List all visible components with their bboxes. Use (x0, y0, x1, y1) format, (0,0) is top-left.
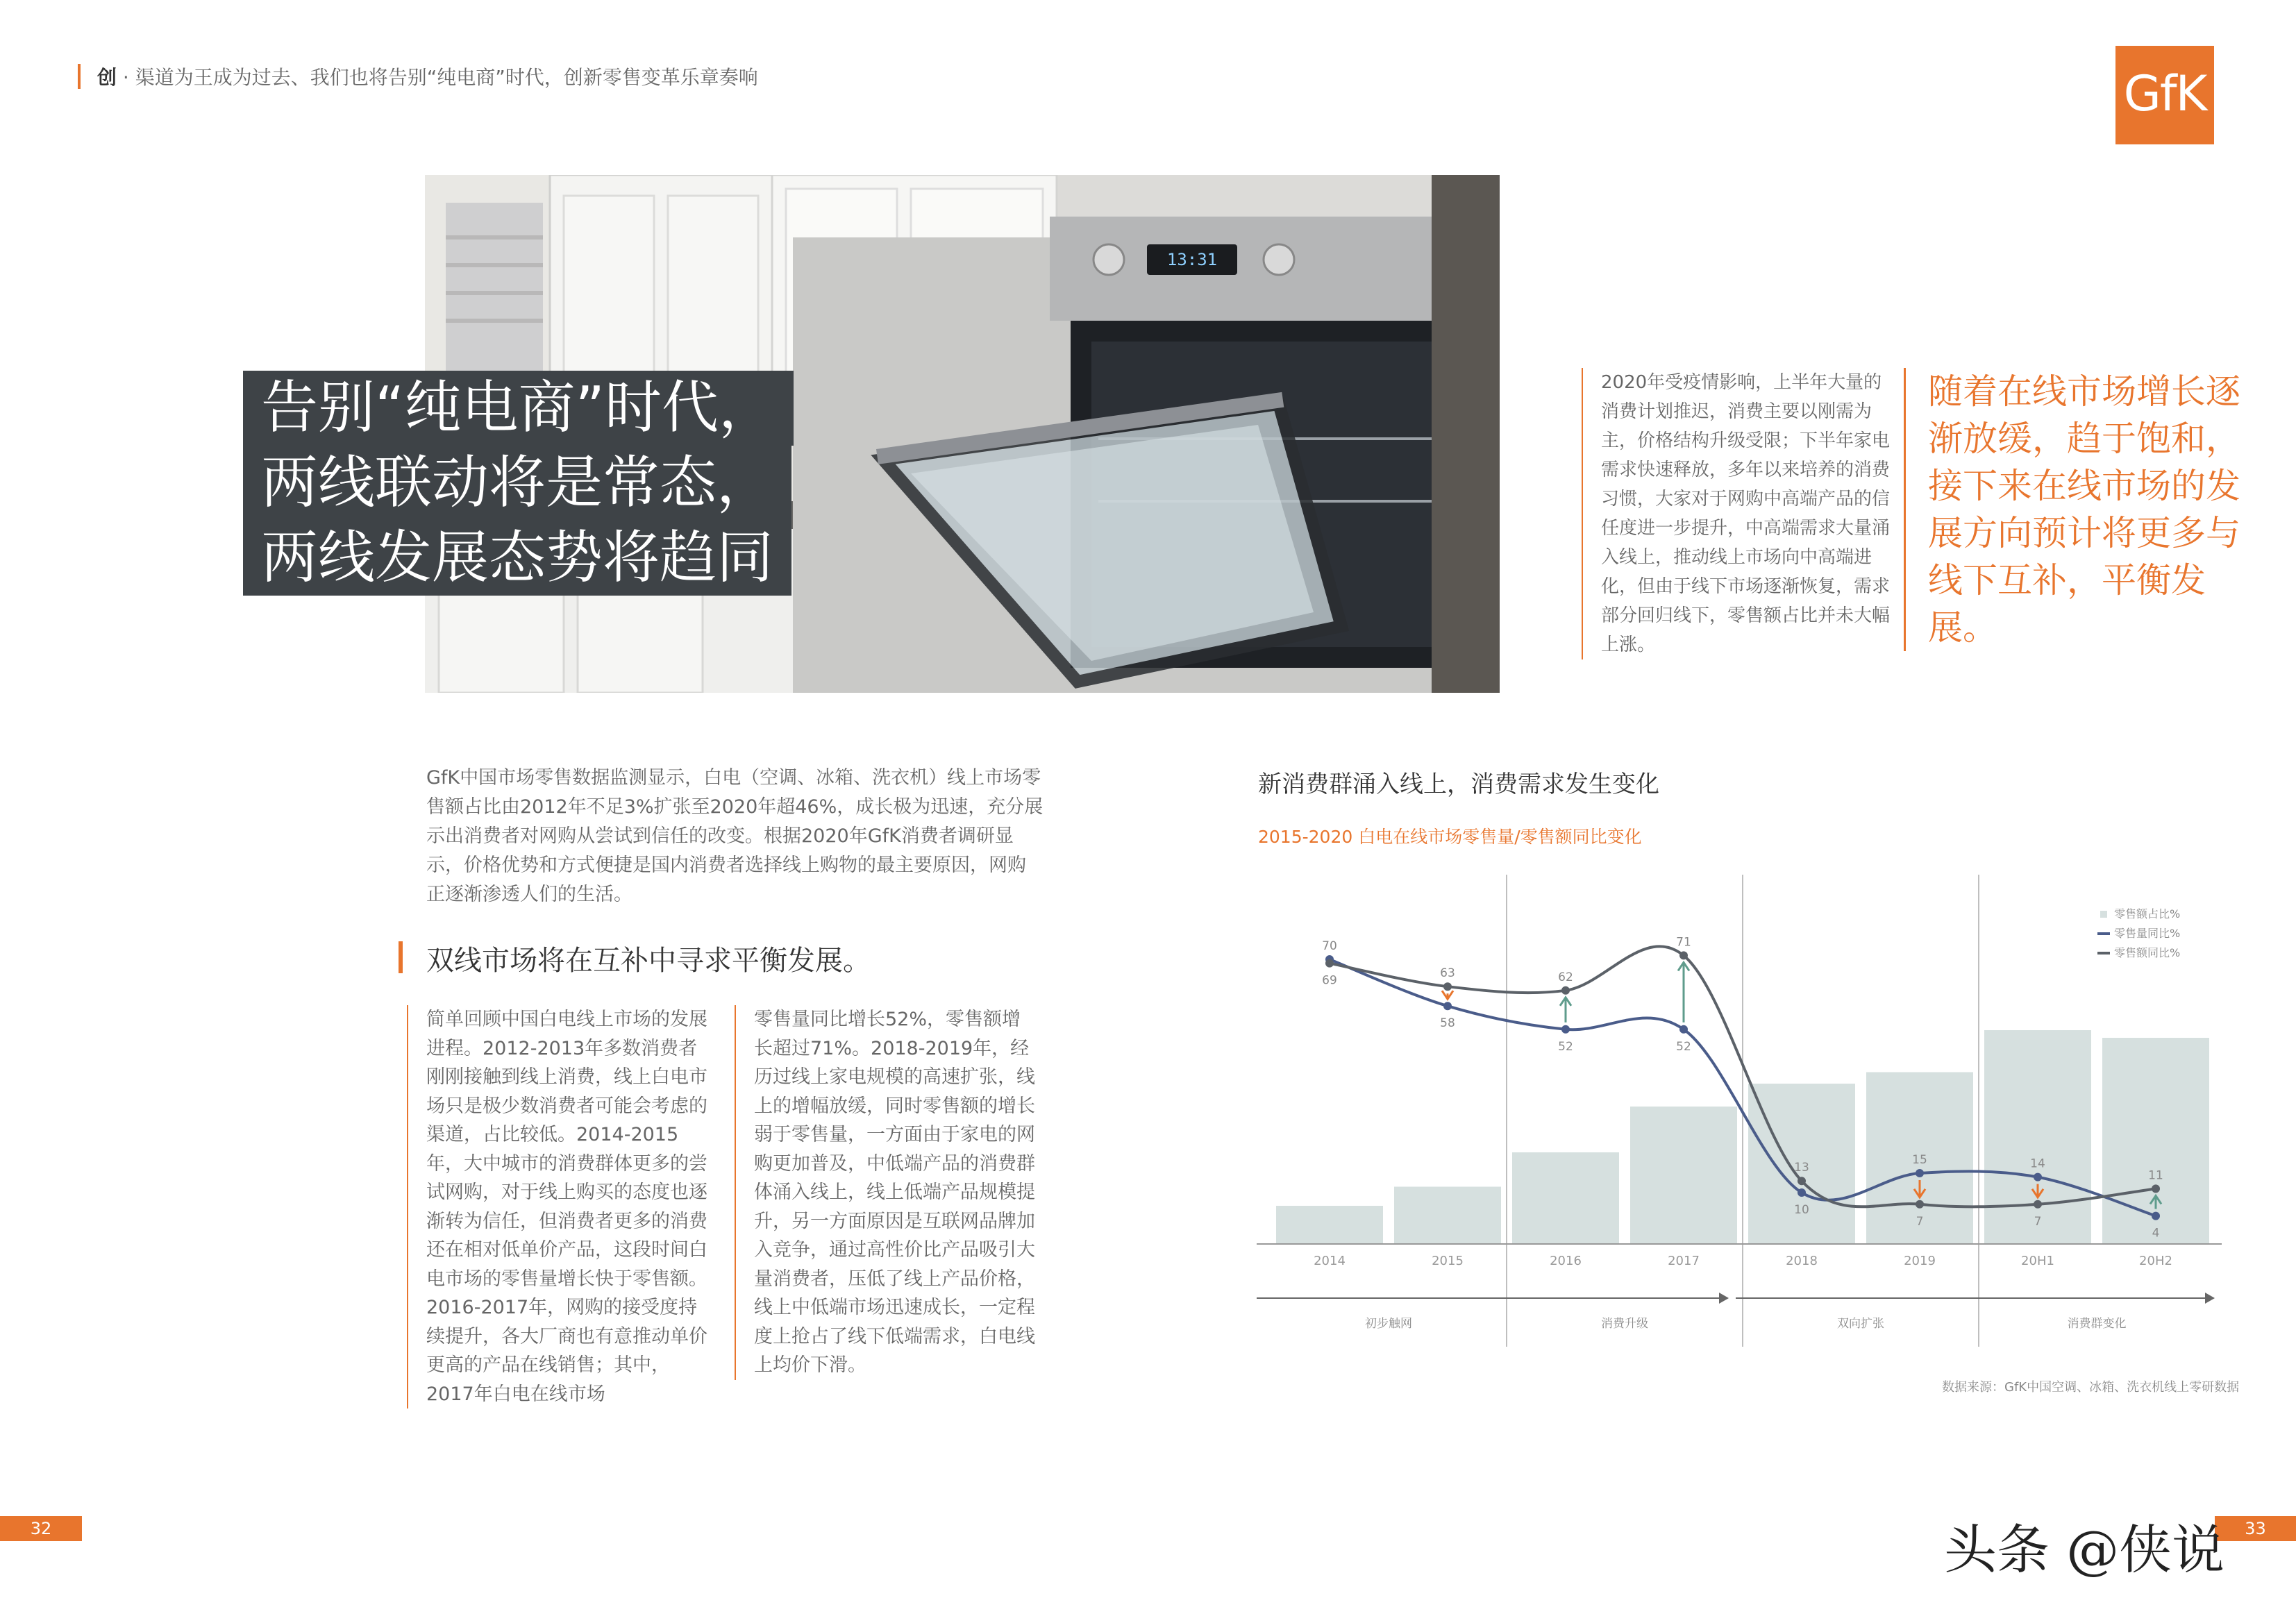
point-label: 52 (1676, 1039, 1691, 1054)
point-label: 63 (1440, 966, 1455, 981)
gfk-logo (2115, 46, 2214, 144)
legend-label-line: 零售额同比% (2114, 946, 2181, 959)
series-point (1679, 1025, 1688, 1034)
series-point (1916, 1169, 1924, 1177)
legend-label-line: 零售量同比% (2114, 927, 2181, 940)
point-label: 7 (2034, 1214, 2042, 1229)
overlay-title-line-3: 两线发展态势将趋同 (243, 521, 791, 596)
point-label: 15 (1912, 1153, 1927, 1167)
series-point (1443, 982, 1452, 991)
header-breadcrumb (97, 62, 758, 90)
bar-2015 (1394, 1187, 1501, 1245)
subhead-accent-bar (399, 941, 403, 973)
point-label: 4 (2152, 1226, 2160, 1241)
phase-label: 初步触网 (1365, 1317, 1412, 1331)
header-accent-bar (78, 64, 81, 89)
bar-2017 (1630, 1107, 1737, 1244)
data-source: 数据来源：GfK中国空调、冰箱、洗衣机线上零研数据 (1942, 1380, 2240, 1395)
point-label: 13 (1794, 1161, 1809, 1175)
bar-2014 (1276, 1206, 1383, 1244)
point-label: 71 (1676, 935, 1691, 950)
point-label: 7 (1916, 1214, 1924, 1229)
x-tick-label: 2018 (1786, 1254, 1818, 1268)
series-point (2152, 1212, 2160, 1220)
pull-quote: 随着在线市场增长逐渐放缓，趋于饱和，接下来在线市场的发展方向预计将更多与线下互补，平衡发展。 (1904, 368, 2254, 651)
watermark: 头条 @侠说 (1944, 1519, 2225, 1581)
bar-2016 (1512, 1152, 1619, 1244)
section-subhead: 双线市场将在互补中寻求平衡发展。 (426, 945, 871, 977)
series-point (2034, 1173, 2042, 1181)
point-label: 70 (1322, 939, 1337, 953)
x-tick-label: 2014 (1314, 1254, 1346, 1268)
overlay-title-line-2: 两线联动将是常态， (243, 446, 791, 521)
series-point (1798, 1188, 1806, 1197)
phase-label: 消费群变化 (2067, 1317, 2127, 1331)
series-point (1798, 1177, 1806, 1185)
oven-display-text: 13:31 (1166, 250, 1218, 269)
gfk-logo-text: GfK (2123, 65, 2206, 122)
page-number-right: 33 (2215, 1516, 2296, 1541)
series-point (1443, 1002, 1452, 1010)
x-tick-label: 20H2 (2139, 1254, 2172, 1268)
x-tick-label: 2016 (1550, 1254, 1582, 1268)
phase-arrow-head (2205, 1293, 2215, 1304)
page-number-left: 32 (0, 1516, 82, 1541)
phase-arrow-head (1719, 1293, 1729, 1304)
header-lead: 创 (97, 66, 117, 89)
overlay-title-line-1: 告别“纯电商”时代， (243, 371, 794, 446)
side-paragraph: 2020年受疫情影响，上半年大量的消费计划推迟，消费主要以刚需为主，价格结构升级受限；下半年家电需求快速释放，多年以来培养的消费习惯，大家对于网购中高端产品的信任度进一步提升，中高端需求大量涌入线上，推动线上市场向中高端进化，但由于线下市场逐渐恢复，需求部分回归线下，零售额占比并未大幅上涨。 (1582, 368, 1900, 659)
series-point (1561, 1025, 1570, 1034)
point-label: 52 (1558, 1039, 1573, 1054)
x-tick-label: 2017 (1668, 1254, 1700, 1268)
bar-20H1 (1984, 1030, 2091, 1244)
legend-label-bars: 零售额占比% (2114, 907, 2181, 920)
point-label: 69 (1322, 973, 1337, 988)
header-separator: · (122, 66, 129, 89)
x-tick-label: 20H1 (2021, 1254, 2054, 1268)
series-point (1679, 951, 1688, 959)
point-label: 14 (2030, 1157, 2045, 1171)
header-title: 渠道为王成为过去、我们也将告别“纯电商”时代，创新零售变革乐章奏响 (135, 66, 758, 89)
body-column-2: 零售量同比增长52%，零售额增长超过71%。2018-2019年，经历过线上家电规模的高速扩张，线上的增幅放缓，同时零售额的增长弱于零售量，一方面由于家电的网购更加普及，中低端产品的消费群体涌入线上，线上低端产品规模提升，另一方面原因是互联网品牌加入竞争，通过高性价比产品吸引大量消费者，压低了线上产品价格，线上中低端市场迅速成长，一定程度上抢占了线下低端需求，白电线上均价下滑。 (735, 1005, 1036, 1380)
point-label: 10 (1794, 1203, 1809, 1217)
phase-label: 双向扩张 (1837, 1317, 1884, 1331)
phase-label: 消费升级 (1601, 1317, 1648, 1331)
series-point (1561, 986, 1570, 995)
body-column-1: 简单回顾中国白电线上市场的发展进程。2012-2013年多数消费者刚刚接触到线上消费，线上白电市场只是极少数消费者可能会考虑的渠道，占比较低。2014-2015年，大中城市的消费群体更多的尝试网购，对于线上购买的态度也逐渐转为信任，但消费者更多的消费还在相对低单价产品，这段时间白电市场的零售量增长快于零售额。2016-2017年，网购的接受度持续提升，各大厂商也有意推动单价更高的产品在线销售；其中，2017年白电在线市场 (407, 1005, 708, 1408)
point-label: 62 (1558, 970, 1573, 984)
legend-swatch-bars (2100, 911, 2107, 918)
series-point (2152, 1184, 2160, 1193)
x-tick-label: 2015 (1432, 1254, 1464, 1268)
chart-subtitle: 2015-2020 白电在线市场零售量/零售额同比变化 (1258, 827, 1642, 847)
series-point (2034, 1200, 2042, 1209)
point-label: 11 (2148, 1168, 2163, 1183)
chart-title: 新消费群涌入线上，消费需求发生变化 (1258, 771, 1659, 798)
x-tick-label: 2019 (1904, 1254, 1936, 1268)
intro-paragraph: GfK中国市场零售数据监测显示，白电（空调、冰箱、洗衣机）线上市场零售额占比由2012年不足3%扩张至2020年超46%，成长极为迅速，充分展示出消费者对网购从尝试到信任的改变。根据2020年GfK消费者调研显示，价格优势和方式便捷是国内消费者选择线上购物的最主要原因，网购正逐渐渗透人们的生活。 (426, 767, 1044, 905)
series-point (1916, 1200, 1924, 1209)
series-point (1325, 959, 1334, 968)
combo-chart (1250, 861, 2222, 1361)
point-label: 58 (1440, 1016, 1455, 1031)
